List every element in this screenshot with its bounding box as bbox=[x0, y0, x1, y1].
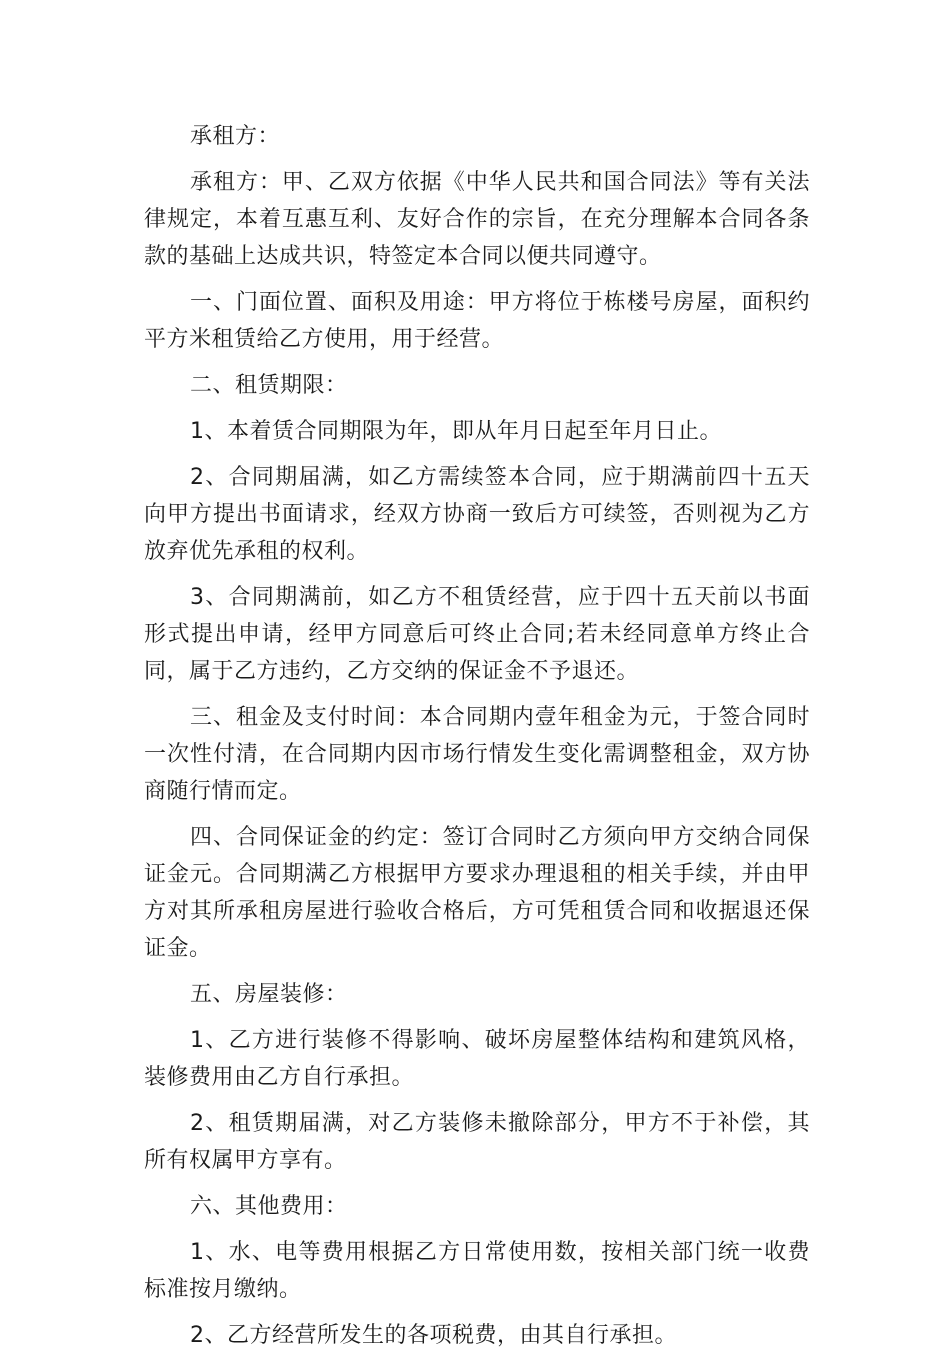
paragraph-clause-5-heading: 五、房屋装修： bbox=[190, 982, 348, 1007]
paragraph-clause-5-item-1: 1、乙方进行装修不得影响、破坏房屋整体结构和建筑风格，装修费用由乙方自行承担。 bbox=[144, 1028, 810, 1090]
paragraph-clause-2-heading: 二、租赁期限： bbox=[190, 373, 348, 398]
paragraph-clause-6-item-1: 1、水、电等费用根据乙方日常使用数，按相关部门统一收费标准按月缴纳。 bbox=[144, 1240, 810, 1302]
paragraph-clause-6-heading: 六、其他费用： bbox=[190, 1194, 348, 1219]
document-body bbox=[144, 118, 810, 1363]
paragraph-clause-5-item-2: 2、租赁期届满，对乙方装修未撤除部分，甲方不于补偿，其所有权属甲方享有。 bbox=[144, 1111, 810, 1173]
paragraph-lessee-label: 承租方： bbox=[190, 124, 281, 149]
paragraph-clause-1-location: 一、门面位置、面积及用途：甲方将位于栋楼号房屋，面积约平方米租赁给乙方使用，用于经营。 bbox=[144, 290, 810, 352]
paragraph-clause-6-item-2: 2、乙方经营所发生的各项税费，由其自行承担。 bbox=[190, 1323, 677, 1348]
paragraph-preamble: 承租方：甲、乙双方依据《中华人民共和国合同法》等有关法律规定，本着互惠互利、友好合作的宗旨，在充分理解本合同各条款的基础上达成共识，特签定本合同以便共同遵守。 bbox=[144, 170, 810, 269]
paragraph-clause-3-rent: 三、租金及支付时间：本合同期内壹年租金为元，于签合同时一次性付清，在合同期内因市场行情发生变化需调整租金，双方协商随行情而定。 bbox=[144, 705, 810, 804]
paragraph-clause-2-item-3: 3、合同期满前，如乙方不租赁经营，应于四十五天前以书面形式提出申请，经甲方同意后可终止合同;若未经同意单方终止合同，属于乙方违约，乙方交纳的保证金不予退还。 bbox=[144, 585, 810, 684]
paragraph-clause-2-item-2: 2、合同期届满，如乙方需续签本合同，应于期满前四十五天向甲方提出书面请求，经双方协商一致后方可续签，否则视为乙方放弃优先承租的权利。 bbox=[144, 465, 810, 564]
paragraph-clause-2-item-1: 1、本着赁合同期限为年，即从年月日起至年月日止。 bbox=[190, 419, 722, 444]
paragraph-clause-4-deposit: 四、合同保证金的约定：签订合同时乙方须向甲方交纳合同保证金元。合同期满乙方根据甲方要求办理退租的相关手续，并由甲方对其所承租房屋进行验收合格后，方可凭租赁合同和收据退还保证金。 bbox=[144, 825, 810, 961]
